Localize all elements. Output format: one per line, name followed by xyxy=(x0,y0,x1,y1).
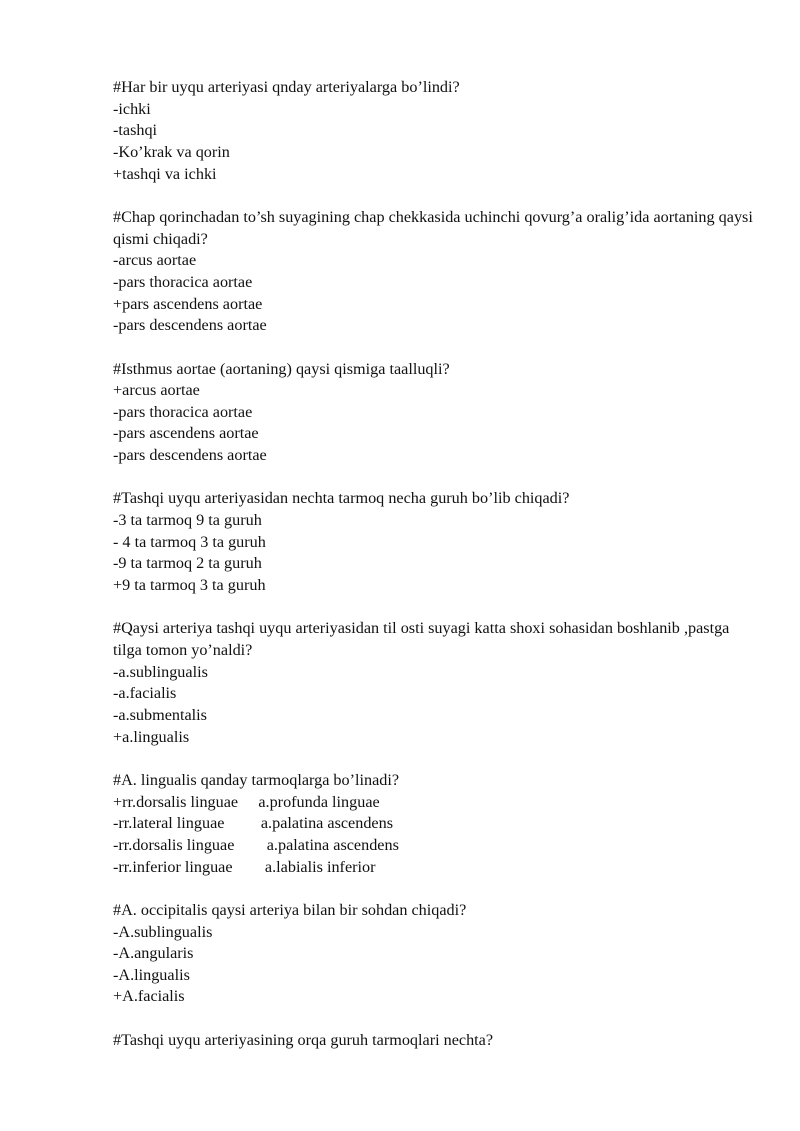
answer-option: -pars descendens aortae xyxy=(113,316,267,335)
answer-option: +pars ascendens aortae xyxy=(113,294,263,313)
answer-option: -rr.lateral linguae a.palatina ascendens xyxy=(113,814,394,833)
spacer xyxy=(113,185,753,207)
answer-option: -a.facialis xyxy=(113,684,177,703)
answer-option: -rr.inferior linguae a.labialis inferior xyxy=(113,857,376,876)
answer-option: -A.sublingualis xyxy=(113,922,213,941)
answer-option: +tashqi va ichki xyxy=(113,164,217,183)
question-block xyxy=(113,770,753,878)
answer-option: -tashqi xyxy=(113,121,158,140)
answer-option: -A.angularis xyxy=(113,944,194,963)
answer-option: -pars ascendens aortae xyxy=(113,424,259,443)
question-text: #Chap qorinchadan to’sh suyagining chap chekkasida uchinchi qovurg’a oralig’ida aortaning qaysi qismi chiqadi? xyxy=(113,207,753,248)
question-block xyxy=(113,77,753,185)
question-text: #A. occipitalis qaysi arteriya bilan bir sohdan chiqadi? xyxy=(113,900,467,919)
spacer xyxy=(113,878,753,900)
document-page xyxy=(113,77,753,1051)
question-block xyxy=(113,359,753,467)
spacer xyxy=(113,1008,753,1030)
answer-option: +arcus aortae xyxy=(113,381,200,400)
question-block xyxy=(113,900,753,1008)
answer-option: -rr.dorsalis linguae a.palatina ascendens xyxy=(113,835,399,854)
answer-option: -a.submentalis xyxy=(113,705,207,724)
question-text: #A. lingualis qanday tarmoqlarga bo’linadi? xyxy=(113,770,400,789)
question-block xyxy=(113,618,753,748)
answer-option: -3 ta tarmoq 9 ta guruh xyxy=(113,511,262,530)
spacer xyxy=(113,337,753,359)
spacer xyxy=(113,748,753,770)
answer-option: -a.sublingualis xyxy=(113,662,208,681)
spacer xyxy=(113,597,753,619)
question-text: #Qaysi arteriya tashqi uyqu arteriyasidan til osti suyagi katta shoxi sohasidan boshlanib ,pastga tilga tomon yo’naldi? xyxy=(113,619,730,659)
answer-option: -ichki xyxy=(113,99,151,118)
question-text: #Tashqi uyqu arteriyasining orqa guruh tarmoqlari nechta? xyxy=(113,1030,494,1049)
answer-option: -9 ta tarmoq 2 ta guruh xyxy=(113,554,262,573)
question-text: #Isthmus aortae (aortaning) qaysi qismiga taalluqli? xyxy=(113,359,450,378)
answer-option: -Ko’krak va qorin xyxy=(113,142,230,161)
spacer xyxy=(113,467,753,489)
answer-option: -pars thoracica aortae xyxy=(113,402,253,421)
question-text: #Har bir uyqu arteriyasi qnday arteriyalarga bo’lindi? xyxy=(113,78,460,96)
answer-option: +9 ta tarmoq 3 ta guruh xyxy=(113,576,266,595)
answer-option: -A.lingualis xyxy=(113,965,190,984)
question-block xyxy=(113,207,753,337)
answer-option: -arcus aortae xyxy=(113,251,197,270)
answer-option: -pars thoracica aortae xyxy=(113,272,253,291)
question-text: #Tashqi uyqu arteriyasidan nechta tarmoq necha guruh bo’lib chiqadi? xyxy=(113,489,570,508)
answer-option: +rr.dorsalis linguae a.profunda linguae xyxy=(113,792,380,811)
question-block xyxy=(113,1030,753,1052)
answer-option: +A.facialis xyxy=(113,987,185,1006)
answer-option: +a.lingualis xyxy=(113,727,190,746)
answer-option: - 4 ta tarmoq 3 ta guruh xyxy=(113,532,266,551)
question-block xyxy=(113,488,753,596)
answer-option: -pars descendens aortae xyxy=(113,446,267,465)
